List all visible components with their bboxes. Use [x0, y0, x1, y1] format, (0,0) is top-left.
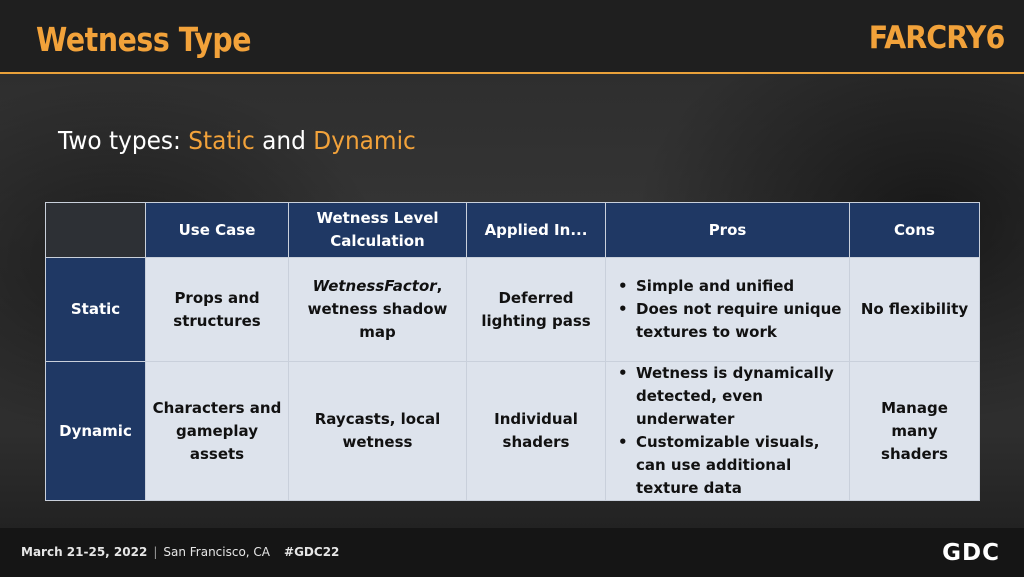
static-pros [606, 258, 850, 362]
dynamic-pro-item: • Customizable visuals, can use additional texture data [616, 431, 843, 500]
header-use-case: Use Case [146, 203, 289, 258]
static-pros-list [616, 275, 843, 344]
table-row-dynamic [46, 362, 980, 501]
dynamic-pros [606, 362, 850, 501]
static-calculation [289, 258, 467, 362]
subtitle-prefix: Two types: [58, 126, 189, 155]
dynamic-applied-in: Individual shaders [467, 362, 606, 501]
static-applied-in: Deferred lighting pass [467, 258, 606, 362]
static-pro-item: • Simple and unified [616, 275, 843, 298]
subtitle [58, 126, 416, 155]
dynamic-calculation: Raycasts, local wetness [289, 362, 467, 501]
dynamic-cons: Manage many shaders [850, 362, 980, 501]
event-hashtag: #GDC22 [284, 545, 340, 559]
subtitle-static-word: Static [188, 126, 255, 155]
subtitle-connector: and [254, 126, 314, 155]
footer-event-info [21, 545, 339, 559]
row-label-dynamic: Dynamic [46, 362, 146, 501]
title-bar [0, 0, 1024, 74]
dynamic-use-case: Characters and gameplay assets [146, 362, 289, 501]
far-cry-6-logo: FARCRY6 [868, 20, 1004, 56]
event-location: San Francisco, CA [163, 545, 271, 559]
header-wetness-level-calculation: Wetness Level Calculation [289, 203, 467, 258]
header-pros: Pros [606, 203, 850, 258]
static-pro-item: • Does not require unique textures to work [616, 298, 843, 344]
subtitle-dynamic-word: Dynamic [313, 126, 416, 155]
row-label-static: Static [46, 258, 146, 362]
static-use-case: Props and structures [146, 258, 289, 362]
table-row-static [46, 258, 980, 362]
table-header-row [46, 203, 980, 258]
static-calculation-italic: WetnessFactor [312, 277, 437, 295]
event-date: March 21-25, 2022 [21, 545, 148, 559]
header-applied-in: Applied In... [467, 203, 606, 258]
slide-title: Wetness Type [36, 20, 252, 59]
dynamic-pros-list [616, 362, 843, 500]
footer-bar [0, 528, 1024, 577]
footer-separator: | [153, 545, 158, 559]
static-cons: No flexibility [850, 258, 980, 362]
wetness-type-table [45, 202, 980, 501]
header-corner-cell [46, 203, 146, 258]
header-cons: Cons [850, 203, 980, 258]
dynamic-pro-item: • Wetness is dynamically detected, even underwater [616, 362, 843, 431]
gdc-logo: GDC [942, 540, 1000, 566]
static-calculation-rest: , wetness shadow map [307, 277, 448, 341]
